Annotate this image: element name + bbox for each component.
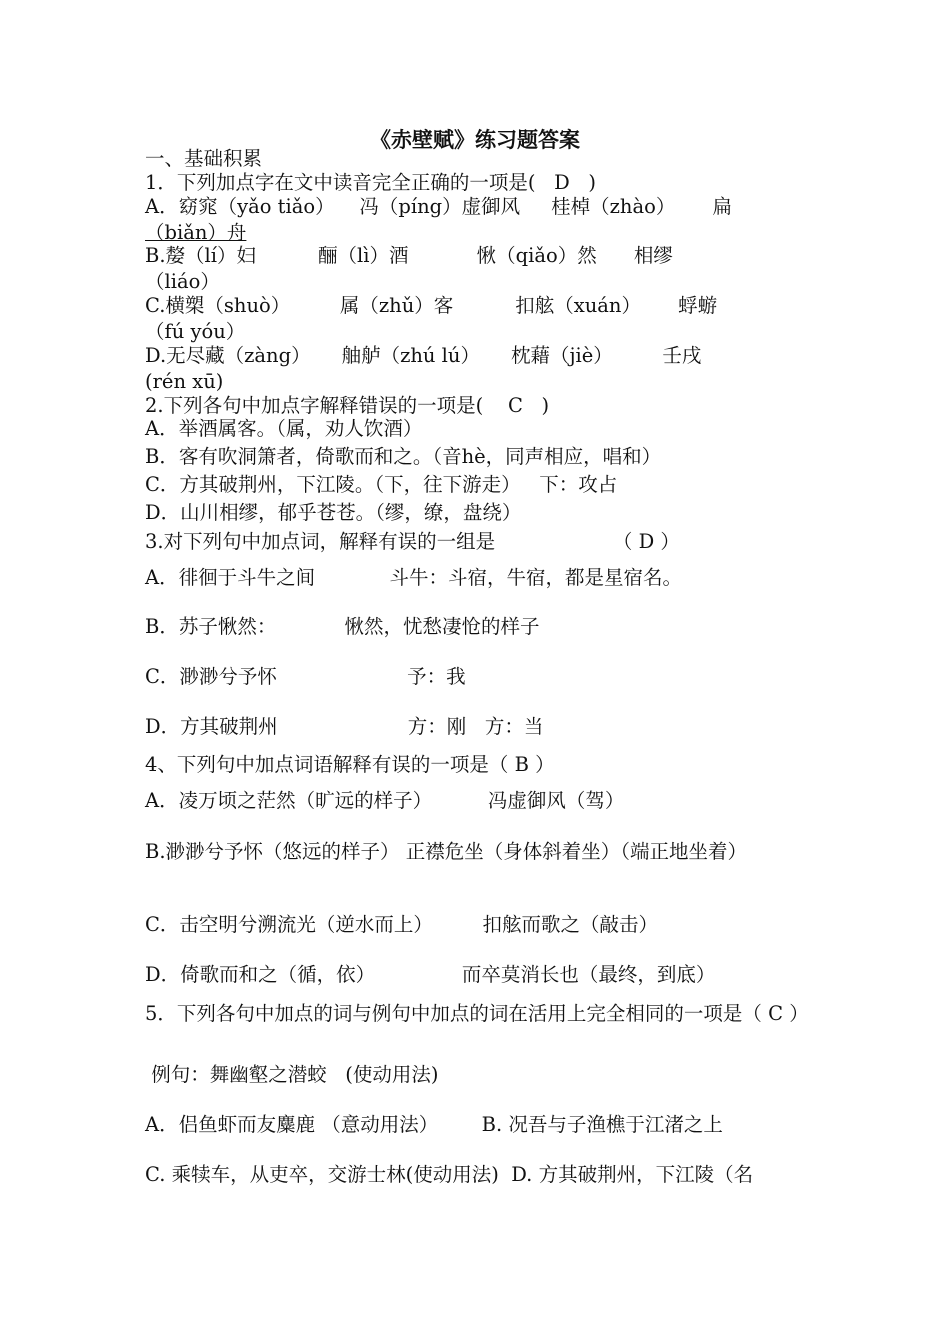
q3-option-d: D．方其破荆州 方：刚 方：当 [145,715,544,738]
q3-option-c: C．渺渺兮予怀 予：我 [145,665,466,688]
q1-option-c-line1: C.横槊（shuò） 属（zhǔ）客 扣舷（xuán） 蜉蝣 [145,294,718,317]
q1-option-a-line1: A．窈窕（yǎo tiǎo） 冯（píng）虚御风 桂棹（zhào） 扁 [145,195,733,218]
section-heading: 一、基础积累 [145,147,263,170]
q2-option-a: A．举酒属客。（属，劝人饮酒） [145,417,423,440]
q4-option-b: B.渺渺兮予怀（悠远的样子） 正襟危坐（身体斜着坐）（端正地坐着） [145,840,747,863]
q2-stem: 2.下列各句中加点字解释错误的一项是( C ) [145,394,550,417]
q1-stem: 1．下列加点字在文中读音完全正确的一项是( D ) [145,171,596,194]
q3-option-a: A．徘徊于斗牛之间 斗牛：斗宿，牛宿，都是星宿名。 [145,566,682,589]
q1-option-b-line1: B.嫠（lí）妇 酾（lì）酒 愀（qiǎo）然 相缪 [145,244,673,267]
q5-stem: 5．下列各句中加点的词与例句中加点的词在活用上完全相同的一项是（ C ） [145,1002,809,1025]
q1-option-c-line2: （fú yóu） [145,320,246,343]
document-title: 《赤壁赋》练习题答案 [370,128,580,152]
q3-option-b: B．苏子愀然： 愀然，忧愁凄怆的样子 [145,615,540,638]
q2-option-d: D．山川相缪，郁乎苍苍。（缪，缭，盘绕） [145,501,522,524]
q2-option-b: B．客有吹洞箫者，倚歌而和之。（音hè，同声相应，唱和） [145,445,662,468]
q1-option-b-line2: （liáo） [145,270,220,293]
q4-stem: 4、下列句中加点词语解释有误的一项是（ B ） [145,753,555,776]
q2-option-c: C．方其破荆州，下江陵。（下，往下游走） 下：攻占 [145,473,618,496]
q5-options-cd: C. 乘犊车，从吏卒，交游士林(使动用法) D. 方其破荆州，下江陵（名 [145,1163,754,1186]
q4-option-a: A．凌万顷之茫然（旷远的样子） 冯虚御风（驾） [145,789,625,812]
q4-option-c: C．击空明兮溯流光（逆水而上） 扣舷而歌之（敲击） [145,913,659,936]
q5-options-ab: A．侣鱼虾而友麋鹿 （意动用法） B. 况吾与子渔樵于江渚之上 [145,1113,723,1136]
q3-stem: 3.对下列句中加点词，解释有误的一组是 （ D ） [145,530,680,553]
q4-option-d: D．倚歌而和之（循，依） 而卒莫消长也（最终，到底） [145,963,716,986]
q1-option-a-line2: （biǎn）舟 [145,221,247,244]
q1-option-d-line2: (rén xū) [145,370,224,393]
q5-example: 例句：舞幽壑之潜蛟 (使动用法) [145,1063,439,1086]
q1-option-d-line1: D.无尽藏（zàng） 舳舻（zhú lú） 枕藉（jiè） 壬戌 [145,344,702,367]
